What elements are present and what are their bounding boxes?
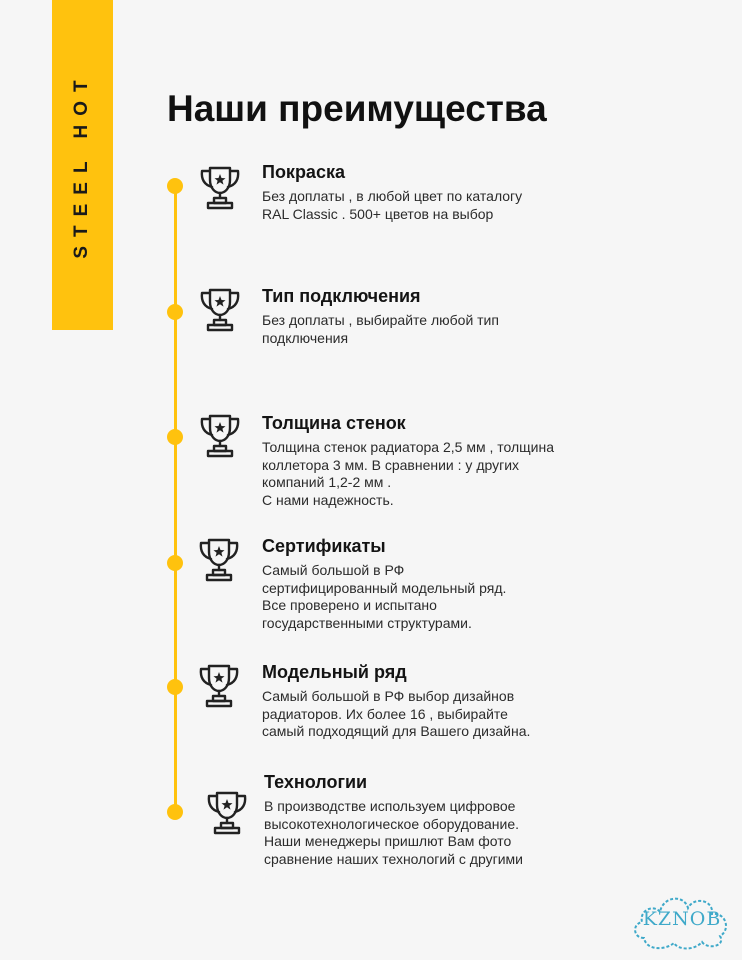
- timeline-line: [174, 186, 177, 812]
- trophy-icon: [197, 162, 243, 212]
- item-description-model-range: Самый большой в РФ выбор дизайнов радиаторов. Их более 16 , выбирайте самый подходящий для Вашего дизайна.: [262, 688, 531, 739]
- trophy-icon: [196, 660, 242, 710]
- timeline-dot: [167, 304, 183, 320]
- timeline-dot: [167, 804, 183, 820]
- watermark: [630, 888, 734, 952]
- trophy-icon: [196, 534, 242, 584]
- item-description-wall-thickness: Толщина стенок радиатора 2,5 мм , толщина коллетора 3 мм. В сравнении : у других компаний 1,2-2 мм . С нами надежность.: [262, 439, 554, 508]
- timeline-dot: [167, 178, 183, 194]
- timeline-dot: [167, 679, 183, 695]
- item-description-technologies: В производстве используем цифровое высокотехнологическое оборудование. Наши менеджеры пришлют Вам фото сравнение наших технологий с другими: [264, 798, 523, 867]
- item-description-connection-type: Без доплаты , выбирайте любой тип подключения: [262, 312, 499, 346]
- timeline-dot: [167, 555, 183, 571]
- page-title: Наши преимущества: [167, 88, 547, 129]
- trophy-icon: [197, 284, 243, 334]
- item-title-painting: Покраска: [262, 162, 345, 182]
- trophy-icon: [197, 410, 243, 460]
- item-description-certificates: Самый большой в РФ сертифицированный модельный ряд. Все проверено и испытано государственными структурами.: [262, 562, 507, 631]
- item-title-connection-type: Тип подключения: [262, 286, 421, 306]
- trophy-icon: [204, 787, 250, 837]
- item-title-model-range: Модельный ряд: [262, 662, 407, 682]
- item-description-painting: Без доплаты , в любой цвет по каталогу RAL Classic . 500+ цветов на выбор: [262, 188, 523, 222]
- item-title-certificates: Сертификаты: [262, 536, 386, 556]
- timeline-dot: [167, 429, 183, 445]
- brand-text: STEEL HOT: [71, 71, 92, 259]
- item-title-technologies: Технологии: [264, 772, 368, 792]
- item-title-wall-thickness: Толщина стенок: [262, 413, 406, 433]
- watermark-text: KZNOB: [642, 908, 722, 930]
